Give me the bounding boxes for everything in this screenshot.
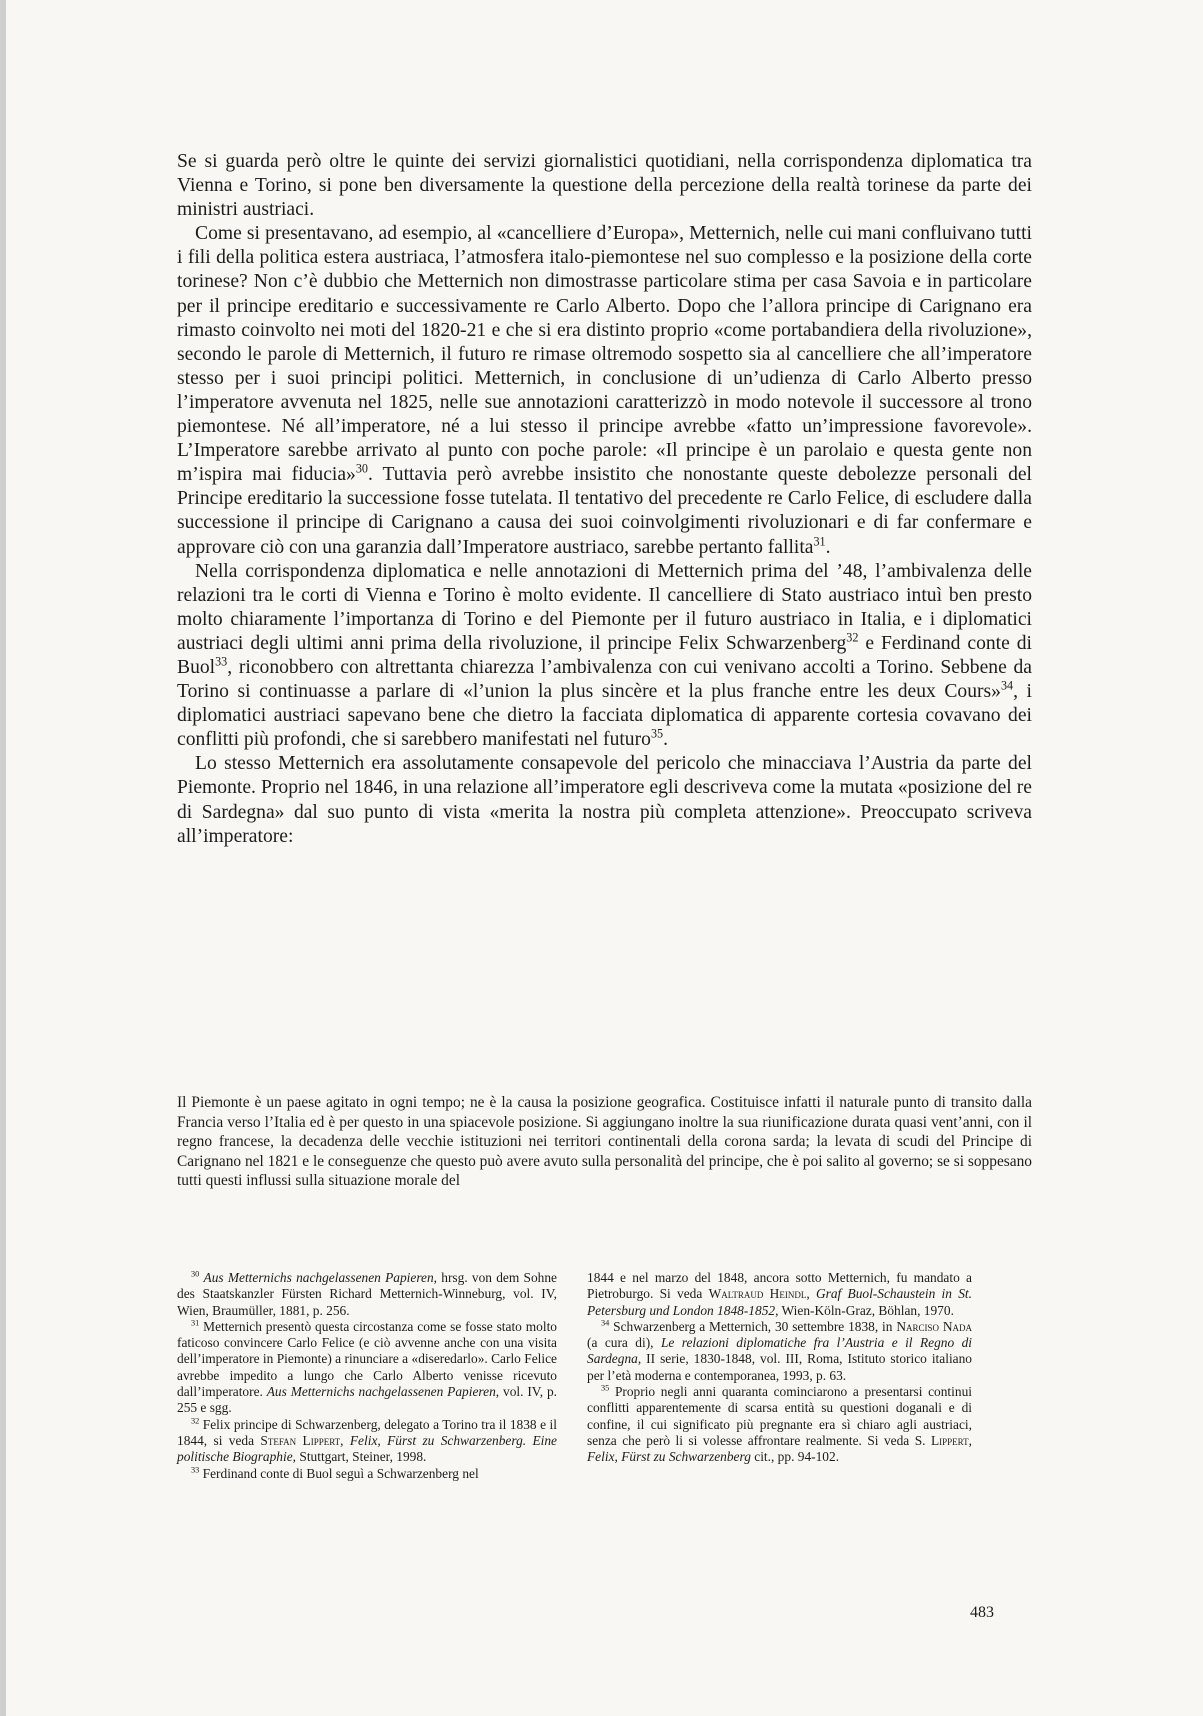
text-run: ,	[806, 1286, 816, 1302]
footnote	[177, 1417, 557, 1466]
author-name: Lippert	[930, 1432, 969, 1448]
text-run: , II serie, 1830-1848, vol. III, Roma, Istituto storico italiano per l’età moderna e contemporanea, 1993, p. 63.	[587, 1351, 972, 1383]
footnote-ref: 33	[215, 654, 228, 669]
footnote-ref: 30	[355, 461, 368, 476]
text-run: .	[825, 536, 831, 558]
text-run: ,	[968, 1432, 972, 1448]
footnote-ref: 31	[191, 1318, 200, 1328]
text-run: Come si presentavano, ad esempio, al «cancelliere d’Europa», Metternich, nelle cui mani confluivano tutti i fili della politica estera austriaca, l’atmosfera italo-piemontese nel suo complesso e la posizione della corte torinese? Non c’è dubbio che Metternich non dimostrasse particolare stima per casa Savoia e in particolare per il principe ereditario e successivamente re Carlo Alberto. Dopo che l’allora principe di Carignano era rimasto coinvolto nei moti del 1820-21 e che si era distinto proprio «come portabandiera della rivoluzione», secondo le parole di Metternich, il futuro re rimase oltremodo sospetto sia al cancelliere che all’imperatore stesso per i suoi principi politici. Metternich, in conclusione di un’udienza di Carlo Alberto presso l’imperatore avvenuta nel 1825, nelle sue annotazioni caratterizzò in modo notevole il successore al trono piemontese. Né all’imperatore, né a lui stesso il principe avrebbe «fatto un’impressione favorevole». L’Imperatore sarebbe arrivato al punto con poche parole: «Il principe è un parolaio e questa gente non m’ispira mai fiducia»	[177, 223, 1032, 486]
text-run: Proprio negli anni quaranta cominciarono a presentarsi continui conflitti apparentemente di scarsa entità su questioni doganali e di confine, il cui significato più pregnante era sì chiaro agli austriaci, senza che però li si volesse affrontare realmente. Si veda S.	[587, 1384, 972, 1448]
footnote	[177, 1319, 557, 1417]
text-run: . Tuttavia però avrebbe insistito che nonostante queste debolezze personali del Principe ereditario la successione fosse tutelata. Il tentativo del precedente re Carlo Felice, di escludere dalla successione il principe di Carignano a causa dei suoi coinvolgimenti rivoluzionari e di far confermare e approvare ciò con una garanzia dall’Imperatore austriaco, sarebbe pertanto fallita	[177, 464, 1033, 558]
text-run: cit., pp. 94-102.	[750, 1449, 840, 1465]
footnote	[587, 1319, 972, 1384]
author-name: Waltraud Heindl	[708, 1286, 807, 1302]
footnote-ref: 32	[846, 630, 859, 645]
footnote-ref: 34	[1000, 678, 1014, 693]
footnote	[177, 1466, 557, 1482]
footnote-ref: 31	[813, 533, 826, 548]
text-run: 1844 e nel marzo del 1848, ancora sotto Metternich, fu mandato a Pietroburgo. Si veda	[587, 1270, 972, 1302]
text-run: Metternich presentò questa circostanza come se fosse stato molto faticoso convincere Carlo Felice (e ciò avvenne anche con una visita dell’imperatore in Piemonte) a rinunciare a «diseredarlo». Carlo Felice avrebbe impedito a lungo che Carlo Alberto venisse ricevuto dall’imperatore.	[177, 1318, 557, 1400]
page-number: 483	[970, 1604, 994, 1621]
text-run: , riconobbero con altrettanta chiarezza l’ambivalenza con cui venivano accolti a Torino. Sebbene da Torino si continuasse a parlare di «l’union la plus sincère et la plus franche entre les deux Cours»	[177, 656, 1032, 703]
paragraph	[177, 222, 1032, 559]
footnote	[587, 1384, 972, 1465]
page-edge	[0, 0, 6, 1716]
text-run: Se si guarda però oltre le quinte dei servizi giornalistici quotidiani, nella corrispondenza diplomatica tra Vienna e Torino, si pone ben diversamente la questione della percezione della realtà torinese da parte dei ministri austriaci.	[177, 151, 1032, 221]
text-run: , vol. IV, p. 255 e sgg.	[177, 1384, 557, 1416]
text-run: ,	[340, 1432, 350, 1448]
body-text	[177, 150, 1032, 849]
text-run: Ferdinand conte di Buol seguì a Schwarzenberg nel	[199, 1465, 479, 1481]
footnote-ref: 34	[601, 1318, 610, 1328]
text-run: , Wien-Köln-Graz, Böhlan, 1970.	[775, 1302, 954, 1318]
footnote-ref: 32	[191, 1416, 200, 1426]
paragraph	[177, 150, 1032, 222]
footnote-ref: 35	[601, 1383, 610, 1393]
footnote-continuation	[587, 1270, 972, 1319]
text-run: , Stuttgart, Steiner, 1998.	[292, 1449, 427, 1465]
text-run: Nella corrispondenza diplomatica e nelle annotazioni di Metternich prima del ’48, l’ambivalenza delle relazioni tra le corti di Vienna e Torino è molto evidente. Il cancelliere di Stato austriaco intuì ben presto molto chiaramente l’importanza di Torino e del Piemonte per il futuro austriaco in Italia, e i diplomatici austriaci degli ultimi anni prima della rivoluzione, il principe Felix Schwarzenberg	[177, 560, 1032, 654]
footnotes-left-column	[177, 1270, 557, 1482]
italic-title: Graf Buol-Schaustein in St. Petersburg und London 1848-1852	[587, 1286, 972, 1318]
text-run: Il Piemonte è un paese agitato in ogni tempo; ne è la causa la posizione geografica. Costituisce infatti il naturale punto di transito dalla Francia verso l’Italia ed è per questo in una spiacevole posizione. Si aggiungano inoltre la sua riunificazione durata quasi vent’anni, con il regno francese, la decadenza delle vecchie istituzioni nei territori continentali della corona sarda; la levata di scudi del Principe di Carignano nel 1821 e le conseguenze che questo può avere avuto sulla personalità del principe, che è poi salito al governo; se si soppesano tutti questi influssi sulla situazione morale del	[177, 1094, 1032, 1190]
author-name: Stefan Lippert	[260, 1432, 341, 1448]
italic-title: Aus Metternichs nachgelassenen Papieren	[203, 1270, 434, 1285]
paragraph	[177, 752, 1032, 848]
quote-paragraph	[177, 1093, 1032, 1191]
footnote-ref: 30	[191, 1269, 200, 1279]
author-name: Narciso Nada	[896, 1318, 972, 1334]
footnote	[177, 1270, 557, 1319]
text-run: .	[663, 729, 668, 751]
block-quote	[177, 1093, 1032, 1191]
italic-title: Felix, Fürst zu Schwarzenberg. Eine politische Biographie	[177, 1432, 557, 1465]
italic-title: Felix, Fürst zu Schwarzenberg	[587, 1449, 751, 1465]
footnote-ref: 35	[650, 726, 664, 741]
text-run: , hrsg. von dem Sohne des Staatskanzler Fürsten Richard Metternich-Winneburg, vol. IV, Wien, Braumüller, 1881, p. 256.	[177, 1270, 557, 1318]
paragraph	[177, 560, 1032, 753]
footnotes-right-column	[587, 1270, 972, 1466]
italic-title: Aus Metternichs nachgelassenen Papieren	[266, 1384, 496, 1400]
footnote-ref: 33	[191, 1465, 200, 1475]
text-run: e Ferdinand conte di Buol	[177, 632, 1032, 678]
text-run: , i diplomatici austriaci sapevano bene che dietro la facciata diplomatica di apparente cortesia covavano dei conflitti più profondi, che si sarebbero manifestati nel futuro	[177, 681, 1032, 751]
text-run: Schwarzenberg a Metternich, 30 settembre 1838, in	[609, 1318, 897, 1334]
italic-title: Le relazioni diplomatiche fra l’Austria e il Regno di Sardegna	[587, 1335, 972, 1367]
text-run: Lo stesso Metternich era assolutamente consapevole del pericolo che minacciava l’Austria da parte del Piemonte. Proprio nel 1846, in una relazione all’imperatore egli descriveva come la mutata «posizione del re di Sardegna» dal suo punto di vista «merita la nostra più completa attenzione». Preoccupato scriveva all’imperatore:	[177, 753, 1032, 847]
text-run: Felix principe di Schwarzenberg, delegato a Torino tra il 1838 e il 1844, si veda	[177, 1416, 557, 1448]
text-run: (a cura di),	[587, 1335, 661, 1351]
